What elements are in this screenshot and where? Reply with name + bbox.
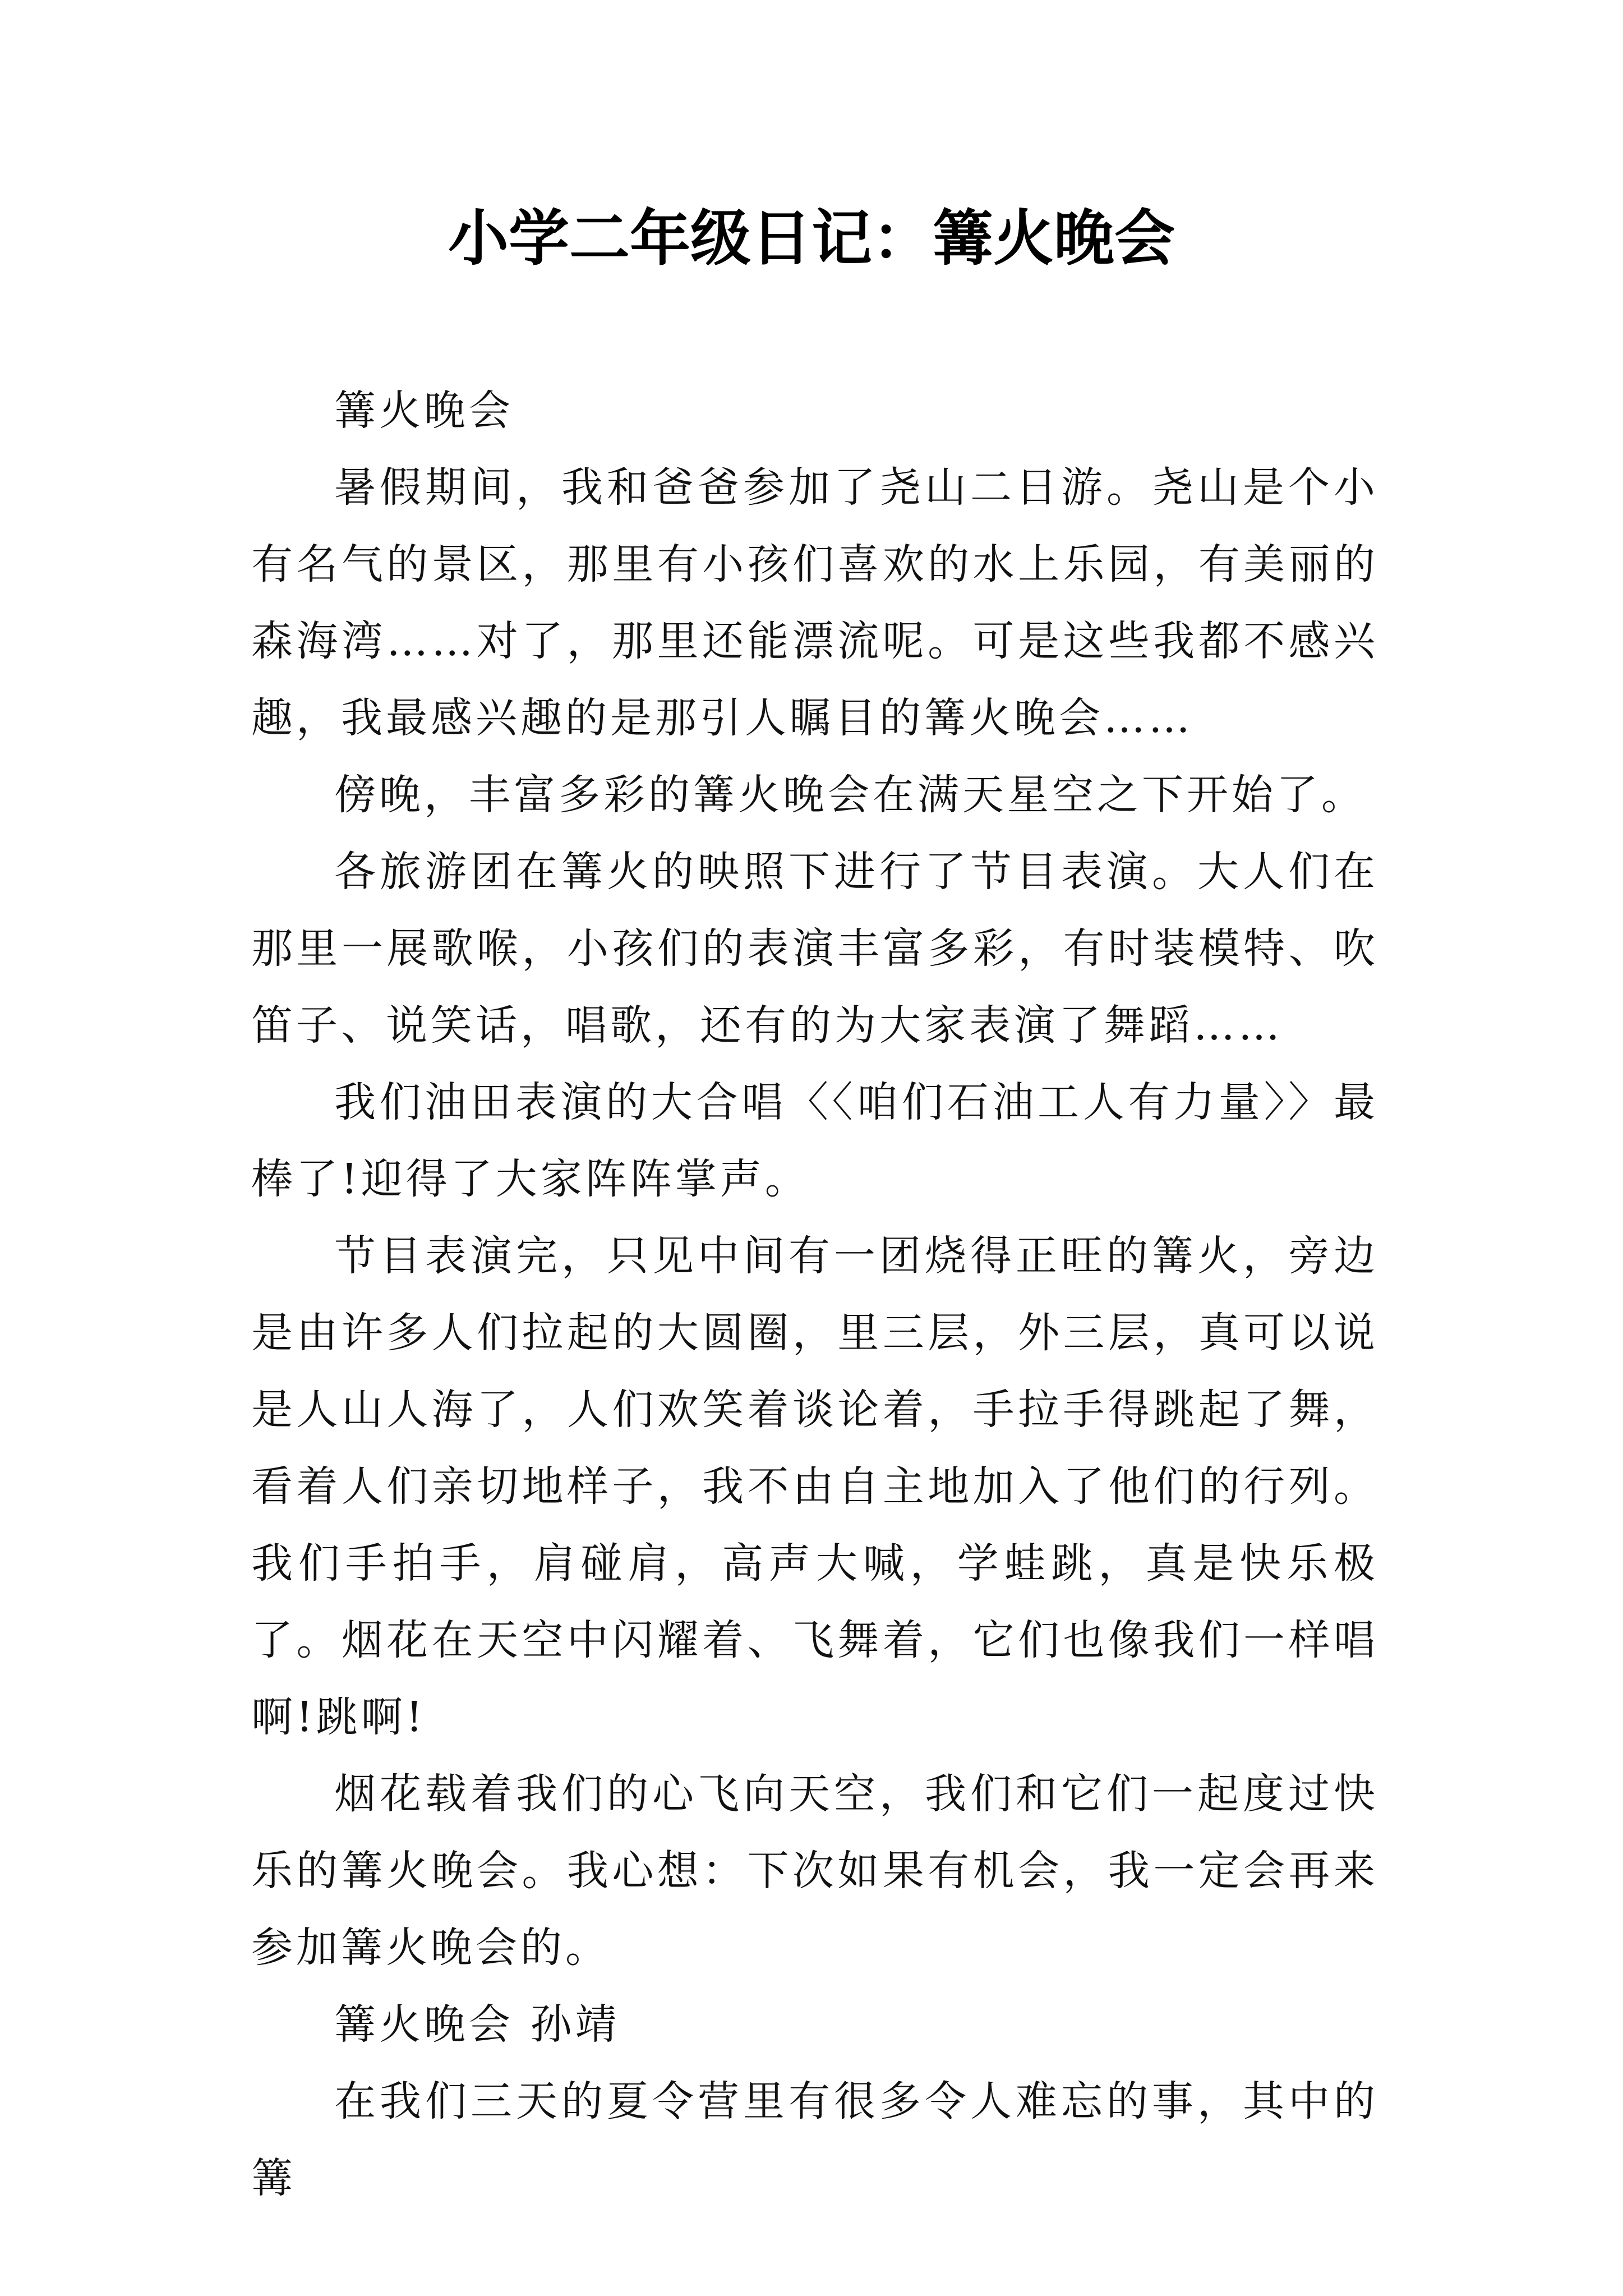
paragraph: 暑假期间，我和爸爸参加了尧山二日游。尧山是个小有名气的景区，那里有小孩们喜欢的水上乐园，有美丽的森海湾……对了，那里还能漂流呢。可是这些我都不感兴趣，我最感兴趣的是那引人瞩目的篝火晚会……: [251, 463, 1378, 742]
paragraph: 在我们三天的夏令营里有很多令人难忘的事，其中的篝: [251, 2077, 1378, 2202]
section-heading: 篝火晚会 孙靖: [334, 2000, 620, 2049]
paragraph: 节目表演完，只见中间有一团烧得正旺的篝火，旁边是由许多人们拉起的大圆圈，里三层，外三层，真可以说是人山人海了，人们欢笑着谈论着，手拉手得跳起了舞，看着人们亲切地样子，我不由自主地加入了他们的行列。我们手拍手，肩碰肩，高声大喊，学蛙跳，真是快乐极了。烟花在天空中闪耀着、飞舞着，它们也像我们一样唱啊!跳啊!: [251, 1232, 1378, 1741]
page-title: 小学二年级日记：篝火晚会: [448, 203, 1175, 274]
paragraph: 傍晚，丰富多彩的篝火晚会在满天星空之下开始了。: [334, 771, 1366, 819]
document-body: [251, 372, 1378, 2217]
section-heading: 篝火晚会: [334, 386, 514, 435]
paragraph: 我们油田表演的大合唱〈〈咱们石油工人有力量〉〉最棒了!迎得了大家阵阵掌声。: [251, 1078, 1378, 1203]
paragraph: 各旅游团在篝火的映照下进行了节目表演。大人们在那里一展歌喉，小孩们的表演丰富多彩，有时装模特、吹笛子、说笑话，唱歌，还有的为大家表演了舞蹈……: [251, 848, 1378, 1050]
paragraph: 烟花载着我们的心飞向天空，我们和它们一起度过快乐的篝火晚会。我心想：下次如果有机会，我一定会再来参加篝火晚会的。: [251, 1770, 1378, 1972]
